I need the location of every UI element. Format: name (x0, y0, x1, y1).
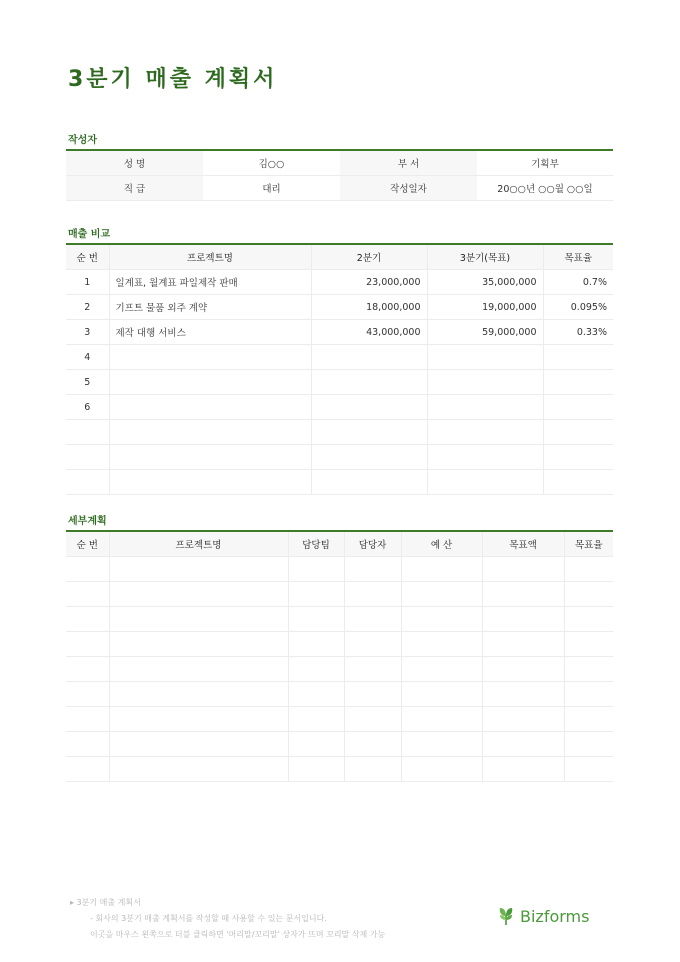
table-cell (311, 345, 427, 370)
author-row (66, 176, 613, 201)
table-cell (401, 607, 482, 632)
table-cell: 0.33% (543, 320, 613, 345)
author-table (66, 149, 613, 201)
field-value: 김○○ (203, 150, 340, 176)
field-label: 작성일자 (340, 176, 477, 201)
table-cell (543, 395, 613, 420)
table-cell (401, 682, 482, 707)
table-cell (427, 345, 543, 370)
table-cell (564, 557, 613, 582)
table-cell (288, 607, 344, 632)
table-row (66, 757, 613, 782)
table-cell (543, 345, 613, 370)
table-cell (401, 657, 482, 682)
detail-section-label: 세부계획 (68, 516, 107, 527)
table-cell: 35,000,000 (427, 270, 543, 295)
table-cell (564, 757, 613, 782)
column-header: 목표율 (564, 531, 613, 557)
table-cell (66, 445, 109, 470)
table-cell: 2 (66, 295, 109, 320)
table-cell (109, 657, 288, 682)
table-cell (543, 370, 613, 395)
sales-table (66, 243, 613, 495)
table-cell (344, 657, 401, 682)
table-cell: 4 (66, 345, 109, 370)
column-header: 프로젝트명 (109, 531, 288, 557)
column-header: 순 번 (66, 244, 109, 270)
table-cell (482, 732, 564, 757)
table-row (66, 632, 613, 657)
field-value: 20○○년 ○○월 ○○일 (477, 176, 613, 201)
table-cell (401, 707, 482, 732)
table-cell (109, 582, 288, 607)
table-cell (288, 757, 344, 782)
table-cell (109, 470, 311, 495)
author-row (66, 150, 613, 176)
leaf-tree-icon (497, 906, 515, 926)
table-cell (66, 732, 109, 757)
table-cell (482, 582, 564, 607)
table-cell: 0.095% (543, 295, 613, 320)
table-cell (66, 682, 109, 707)
column-header: 담당자 (344, 531, 401, 557)
table-row (66, 370, 613, 395)
table-cell: 제작 대행 서비스 (109, 320, 311, 345)
footer-line-description: - 회사의 3분기 매출 계획서를 작성할 때 사용할 수 있는 문서입니다. (90, 914, 327, 923)
table-cell (401, 757, 482, 782)
table-cell (66, 607, 109, 632)
table-cell (109, 370, 311, 395)
table-cell (66, 632, 109, 657)
table-cell (288, 707, 344, 732)
table-cell (109, 345, 311, 370)
field-label: 직 급 (66, 176, 203, 201)
author-section-label: 작성자 (68, 135, 97, 146)
table-cell: 19,000,000 (427, 295, 543, 320)
table-cell (311, 395, 427, 420)
logo-text: Bizforms (520, 906, 590, 926)
table-cell (344, 582, 401, 607)
field-label: 성 명 (66, 150, 203, 176)
table-cell (109, 557, 288, 582)
table-cell (482, 657, 564, 682)
table-cell (344, 732, 401, 757)
table-cell (401, 582, 482, 607)
table-cell (401, 557, 482, 582)
table-row (66, 395, 613, 420)
table-cell: 59,000,000 (427, 320, 543, 345)
table-row (66, 445, 613, 470)
table-row (66, 345, 613, 370)
table-cell (66, 757, 109, 782)
table-cell (482, 632, 564, 657)
table-cell (401, 732, 482, 757)
table-cell (482, 757, 564, 782)
footer-line-instruction: 이곳을 마우스 왼쪽으로 더블 클릭하면 '머리말/꼬리말' 상자가 뜨며 꼬리말 삭제 가능 (90, 930, 386, 939)
table-cell (288, 732, 344, 757)
table-cell: 5 (66, 370, 109, 395)
table-row (66, 557, 613, 582)
footer-note (70, 895, 385, 943)
table-cell (288, 657, 344, 682)
table-cell (311, 420, 427, 445)
table-cell (109, 420, 311, 445)
table-cell (66, 557, 109, 582)
table-row (66, 295, 613, 320)
table-cell (427, 470, 543, 495)
field-value: 대리 (203, 176, 340, 201)
table-row (66, 270, 613, 295)
table-cell: 6 (66, 395, 109, 420)
table-cell: 43,000,000 (311, 320, 427, 345)
table-cell (109, 707, 288, 732)
column-header: 순 번 (66, 531, 109, 557)
table-cell (564, 582, 613, 607)
table-cell (344, 757, 401, 782)
table-cell (482, 707, 564, 732)
table-cell (109, 445, 311, 470)
table-row (66, 420, 613, 445)
bizforms-logo (497, 906, 589, 926)
table-cell: 23,000,000 (311, 270, 427, 295)
column-header: 프로젝트명 (109, 244, 311, 270)
table-cell (344, 682, 401, 707)
table-cell (482, 682, 564, 707)
table-cell (427, 420, 543, 445)
table-cell (543, 420, 613, 445)
table-row (66, 707, 613, 732)
table-cell (564, 657, 613, 682)
table-cell (311, 370, 427, 395)
table-cell (344, 707, 401, 732)
table-cell (288, 682, 344, 707)
table-cell: 기프트 물품 외주 계약 (109, 295, 311, 320)
table-cell (109, 732, 288, 757)
table-cell (482, 557, 564, 582)
table-cell (109, 757, 288, 782)
table-cell (66, 420, 109, 445)
table-cell (401, 632, 482, 657)
table-row (66, 320, 613, 345)
footer-line-title: ▸ 3분기 매출 계획서 (70, 898, 141, 907)
table-cell (109, 395, 311, 420)
table-row (66, 607, 613, 632)
table-cell (109, 632, 288, 657)
table-cell (543, 470, 613, 495)
table-cell (564, 682, 613, 707)
table-cell (311, 445, 427, 470)
table-cell (482, 607, 564, 632)
table-cell (288, 557, 344, 582)
table-cell (344, 557, 401, 582)
column-header: 담당팀 (288, 531, 344, 557)
sales-section-label: 매출 비교 (68, 229, 111, 240)
table-cell (344, 632, 401, 657)
table-cell (288, 582, 344, 607)
table-cell (564, 707, 613, 732)
table-row (66, 682, 613, 707)
field-label: 부 서 (340, 150, 477, 176)
table-cell (66, 470, 109, 495)
column-header: 예 산 (401, 531, 482, 557)
column-header: 목표액 (482, 531, 564, 557)
table-cell (564, 732, 613, 757)
table-cell (66, 582, 109, 607)
table-cell (311, 470, 427, 495)
table-row (66, 732, 613, 757)
table-cell (288, 632, 344, 657)
table-cell (427, 395, 543, 420)
table-cell (66, 657, 109, 682)
table-cell (564, 632, 613, 657)
table-cell (427, 370, 543, 395)
table-cell (109, 607, 288, 632)
page-title: 3분기 매출 계획서 (68, 67, 278, 92)
column-header: 목표율 (543, 244, 613, 270)
table-cell: 1 (66, 270, 109, 295)
table-cell (66, 707, 109, 732)
detail-table (66, 530, 613, 782)
table-cell (427, 445, 543, 470)
column-header: 3분기(목표) (427, 244, 543, 270)
table-cell: 3 (66, 320, 109, 345)
table-cell (344, 607, 401, 632)
table-cell: 일계표, 월계표 파일제작 판매 (109, 270, 311, 295)
field-value: 기획부 (477, 150, 613, 176)
table-row (66, 657, 613, 682)
table-cell: 18,000,000 (311, 295, 427, 320)
column-header: 2분기 (311, 244, 427, 270)
table-row (66, 582, 613, 607)
table-cell: 0.7% (543, 270, 613, 295)
table-row (66, 470, 613, 495)
table-cell (543, 445, 613, 470)
table-cell (109, 682, 288, 707)
table-cell (564, 607, 613, 632)
